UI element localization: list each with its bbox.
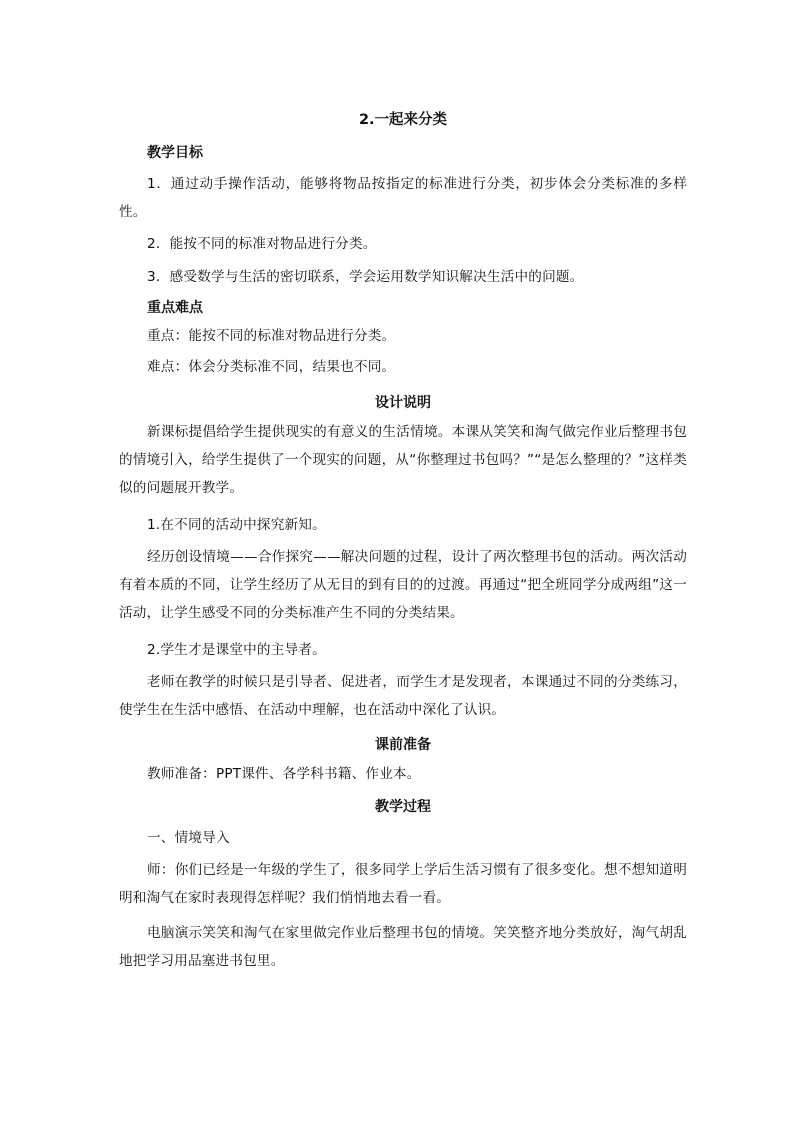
prep-paragraph: 教师准备：PPT课件、各学科书籍、作业本。 xyxy=(147,766,421,782)
prep-heading: 课前准备 xyxy=(375,737,431,753)
process-paragraph-3: 电脑演示笑笑和淘气在家里做完作业后整理书包的情境。笑笑整齐地分类放好，淘气胡乱地把学习用品塞进书包里。 xyxy=(119,925,687,969)
design-paragraph-3: 经历创设情境——合作探究——解决问题的过程，设计了两次整理书包的活动。两次活动有着本质的不同，让学生经历了从无目的到有目的的过渡。再通过“把全班同学分成两组”这一活动，让学生感受不同的分类标准产生不同的分类结果。 xyxy=(119,549,687,621)
design-paragraph-4: 2.学生才是课堂中的主导者。 xyxy=(147,642,326,658)
process-paragraph-1: 一、情境导入 xyxy=(147,830,230,846)
objective-item-1: 1．通过动手操作活动，能够将物品按指定的标准进行分类，初步体会分类标准的多样性。 xyxy=(119,176,687,220)
document-title: 2.一起来分类 xyxy=(358,112,448,128)
keypoint-focus: 重点：能按不同的标准对物品进行分类。 xyxy=(147,328,396,344)
objective-item-3: 3．感受数学与生活的密切联系，学会运用数学知识解决生活中的问题。 xyxy=(147,269,584,285)
design-heading: 设计说明 xyxy=(375,395,431,411)
objective-item-2: 2．能按不同的标准对物品进行分类。 xyxy=(147,236,377,252)
design-paragraph-2: 1.在不同的活动中探究新知。 xyxy=(147,517,326,533)
keypoint-difficulty: 难点：体会分类标准不同，结果也不同。 xyxy=(147,359,396,375)
process-paragraph-2: 师：你们已经是一年级的学生了，很多同学上学后生活习惯有了很多变化。想不想知道明明和淘气在家时表现得怎样呢？我们悄悄地去看一看。 xyxy=(119,862,687,906)
keypoints-heading: 重点难点 xyxy=(147,300,203,316)
design-paragraph-5: 老师在教学的时候只是引导者、促进者，而学生才是发现者，本课通过不同的分类练习，使学生在生活中感悟、在活动中理解，也在活动中深化了认识。 xyxy=(119,674,687,718)
objectives-heading: 教学目标 xyxy=(147,145,203,161)
design-paragraph-1: 新课标提倡给学生提供现实的有意义的生活情境。本课从笑笑和淘气做完作业后整理书包的情境引入，给学生提供了一个现实的问题，从“你整理过书包吗？”“是怎么整理的？”这样类似的问题展开教学。 xyxy=(119,424,687,496)
process-heading: 教学过程 xyxy=(375,799,431,815)
